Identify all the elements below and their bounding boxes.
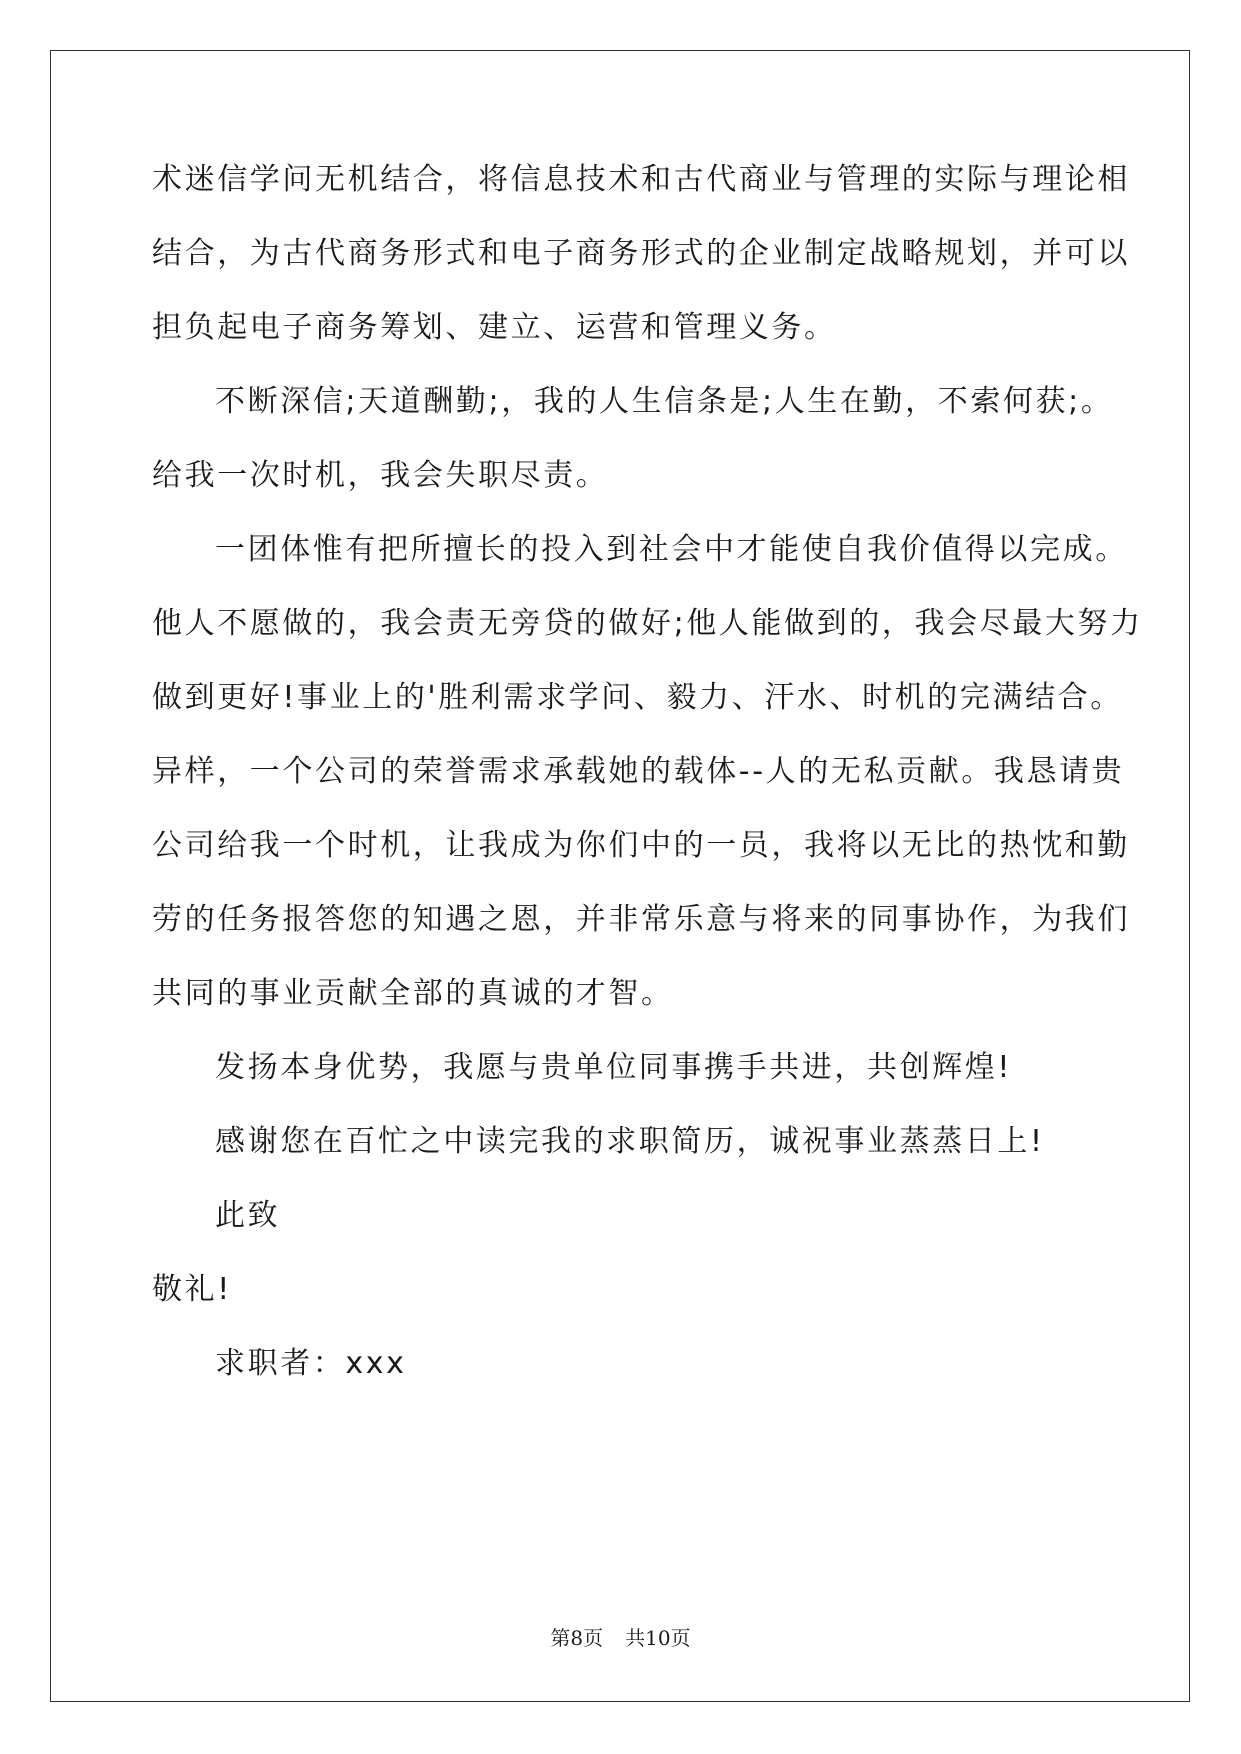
text-line: 劳的任务报答您的知遇之恩，并非常乐意与将来的同事协作，为我们	[152, 902, 1130, 937]
text-line: 异样，一个公司的荣誉需求承载她的载体--人的无私贡献。我恳请贵	[152, 754, 1125, 789]
text-line: 术迷信学问无机结合，将信息技术和古代商业与管理的实际与理论相	[152, 162, 1130, 197]
text-line: 共同的事业贡献全部的真诚的才智。	[152, 976, 674, 1011]
text-line: 发扬本身优势，我愿与贵单位同事携手共进，共创辉煌!	[215, 1050, 1013, 1085]
text-line: 不断深信;天道酬勤;，我的人生信条是;人生在勤，不索何获;。	[215, 384, 1114, 419]
page-footer	[0, 1622, 1241, 1651]
text-line: 结合，为古代商务形式和电子商务形式的企业制定战略规划，并可以	[152, 236, 1130, 271]
page-number: 第8页	[550, 1626, 604, 1650]
signature-line: 求职者：xxx	[215, 1346, 407, 1381]
page-border	[50, 50, 1190, 1702]
text-line: 给我一次时机，我会失职尽责。	[152, 458, 609, 493]
closing-regards: 敬礼!	[152, 1272, 232, 1307]
text-line: 一团体惟有把所擅长的投入到社会中才能使自我价值得以完成。	[215, 532, 1128, 567]
closing-salutation: 此致	[215, 1198, 281, 1233]
text-line: 公司给我一个时机，让我成为你们中的一员，我将以无比的热忱和勤	[152, 828, 1130, 863]
page-total: 共10页	[625, 1626, 691, 1650]
text-line: 担负起电子商务筹划、建立、运营和管理义务。	[152, 310, 837, 345]
text-line: 他人不愿做的，我会责无旁贷的做好;他人能做到的，我会尽最大努力	[152, 606, 1143, 641]
text-line: 做到更好!事业上的'胜利需求学问、毅力、汗水、时机的完满结合。	[152, 680, 1123, 715]
text-line: 感谢您在百忙之中读完我的求职简历，诚祝事业蒸蒸日上!	[215, 1124, 1045, 1159]
